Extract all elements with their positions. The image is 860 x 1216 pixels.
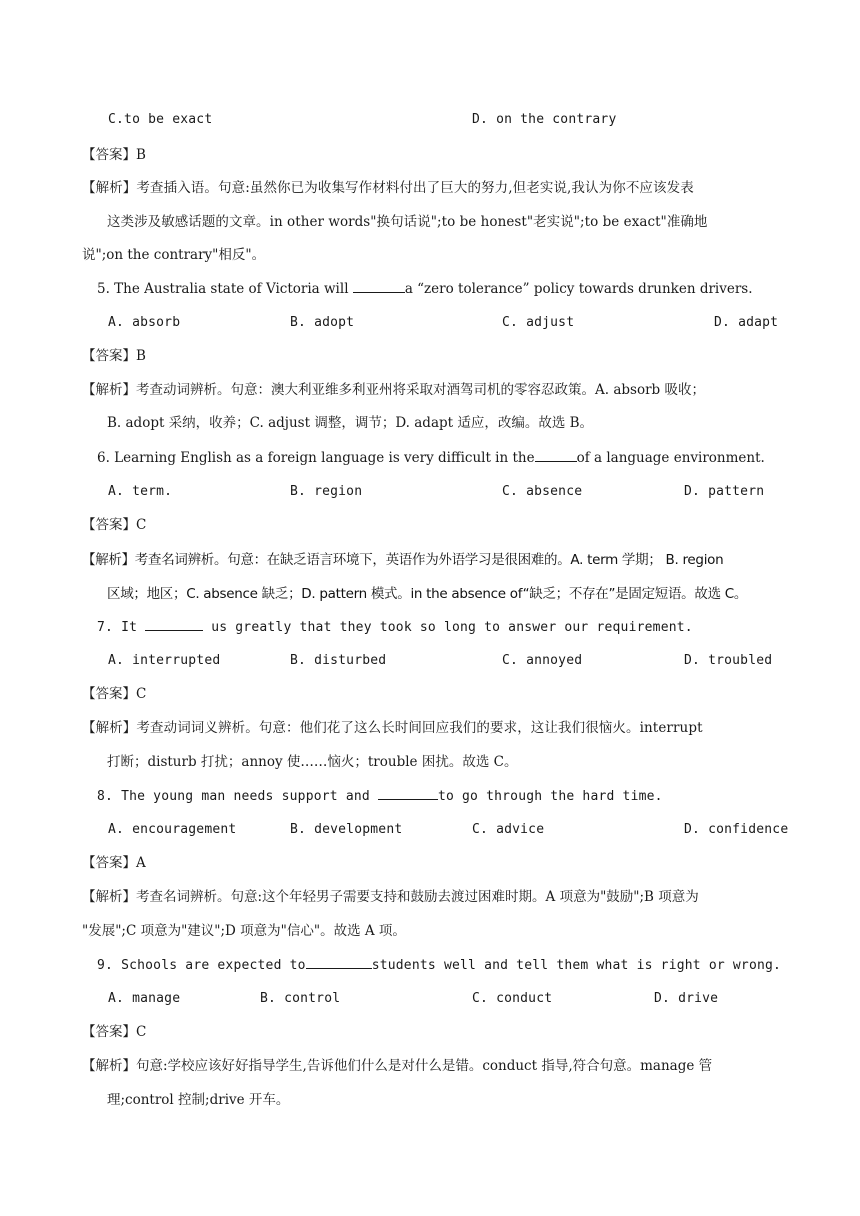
q5-option-a: A. absorb <box>108 315 181 330</box>
q7-blank <box>145 618 203 631</box>
q6-option-c: C. absence <box>502 484 583 499</box>
q6-analysis-line1: 【解析】考查名词辨析。句意：在缺乏语言环境下，英语作为外语学习是很困难的。A. term 学期； B. region <box>82 552 724 568</box>
q7-option-d: D. troubled <box>684 653 773 668</box>
q6-answer: 【答案】C <box>82 517 147 533</box>
q8-option-d: D. confidence <box>684 822 789 837</box>
q8-analysis-line2: "发展";C 项意为"建议";D 项意为"信心"。故选 A 项。 <box>82 923 406 939</box>
q9-blank <box>306 956 372 969</box>
q8-option-b: B. development <box>290 822 403 837</box>
q9-stem-part2: students well and tell them what is right or wrong. <box>371 958 782 973</box>
q9-option-d: D. drive <box>654 991 719 1006</box>
q8-analysis-line1: 【解析】考查名词辨析。句意:这个年轻男子需要支持和鼓励去渡过困难时期。A 项意为"鼓励";B 项意为 <box>82 889 699 905</box>
q4-answer: 【答案】B <box>82 147 146 163</box>
q8-stem-part2: to go through the hard time. <box>437 789 663 804</box>
q4-option-c: C.to be exact <box>108 112 213 127</box>
q8-blank <box>378 787 438 800</box>
q7-option-c: C. annoyed <box>502 653 583 668</box>
q7-analysis-line2: 打断；disturb 打扰；annoy 使……恼火；trouble 困扰。故选 C。 <box>107 754 518 770</box>
q5-option-b: B. adopt <box>290 315 355 330</box>
q7-option-a: A. interrupted <box>108 653 221 668</box>
q9-option-a: A. manage <box>108 991 181 1006</box>
q5-analysis-line2: B. adopt 采纳，收养；C. adjust 调整，调节；D. adapt 适应，改编。故选 B。 <box>107 415 594 431</box>
q9-analysis-line2: 理;control 控制;drive 开车。 <box>107 1092 290 1108</box>
q7-analysis-line1: 【解析】考查动词词义辨析。句意：他们花了这么长时间回应我们的要求，这让我们很恼火。interrupt <box>82 720 703 736</box>
q5-blank <box>353 280 405 293</box>
q7-option-b: B. disturbed <box>290 653 387 668</box>
q9-answer: 【答案】C <box>82 1024 147 1040</box>
q7-stem-part2: us greatly that they took so long to answer our requirement. <box>203 620 693 635</box>
q4-analysis-line2: 这类涉及敏感话题的文章。in other words"换句话说";to be honest"老实说";to be exact"准确地 <box>107 214 708 230</box>
q8-option-a: A. encouragement <box>108 822 237 837</box>
q4-option-d: D. on the contrary <box>472 112 617 127</box>
q6-option-a: A. term. <box>108 484 173 499</box>
q5-analysis-line1: 【解析】考查动词辨析。句意：澳大利亚维多利亚州将采取对酒驾司机的零容忍政策。A. absorb 吸收； <box>82 382 705 398</box>
q5-answer: 【答案】B <box>82 348 146 364</box>
q4-analysis-line1: 【解析】考查插入语。句意:虽然你已为收集写作材料付出了巨大的努力,但老实说,我认为你不应该发表 <box>82 180 694 196</box>
q6-stem <box>97 449 765 467</box>
q6-option-b: B. region <box>290 484 363 499</box>
q9-stem <box>97 956 781 975</box>
q5-stem-part1: 5. The Australia state of Victoria will <box>97 281 353 297</box>
q6-stem-part2: of a language environment. <box>576 450 765 466</box>
q9-stem-part1: 9. Schools are expected to <box>97 958 306 973</box>
q8-stem-part1: 8. The young man needs support and <box>97 789 378 804</box>
q8-option-c: C. advice <box>472 822 545 837</box>
q9-analysis-line1: 【解析】句意:学校应该好好指导学生,告诉他们什么是对什么是错。conduct 指导,符合句意。manage 管 <box>82 1058 713 1074</box>
q7-stem <box>97 618 693 637</box>
q7-answer: 【答案】C <box>82 686 147 702</box>
q6-stem-part1: 6. Learning English as a foreign language is very difficult in the <box>97 450 535 466</box>
q8-answer: 【答案】A <box>82 855 146 871</box>
q4-analysis-line3: 说";on the contrary"相反"。 <box>82 247 266 263</box>
q6-blank <box>535 449 577 462</box>
q7-stem-part1: 7. It <box>97 620 146 635</box>
q9-option-c: C. conduct <box>472 991 553 1006</box>
q6-analysis-line2: 区域；地区；C. absence 缺乏；D. pattern 模式。in the absence of“缺乏；不存在”是固定短语。故选 C。 <box>107 586 748 602</box>
q5-option-c: C. adjust <box>502 315 575 330</box>
q8-stem <box>97 787 663 806</box>
q9-option-b: B. control <box>260 991 341 1006</box>
q6-option-d: D. pattern <box>684 484 765 499</box>
q5-stem-part2: a “zero tolerance” policy towards drunken drivers. <box>404 281 753 297</box>
q5-stem <box>97 280 753 298</box>
q5-option-d: D. adapt <box>714 315 779 330</box>
